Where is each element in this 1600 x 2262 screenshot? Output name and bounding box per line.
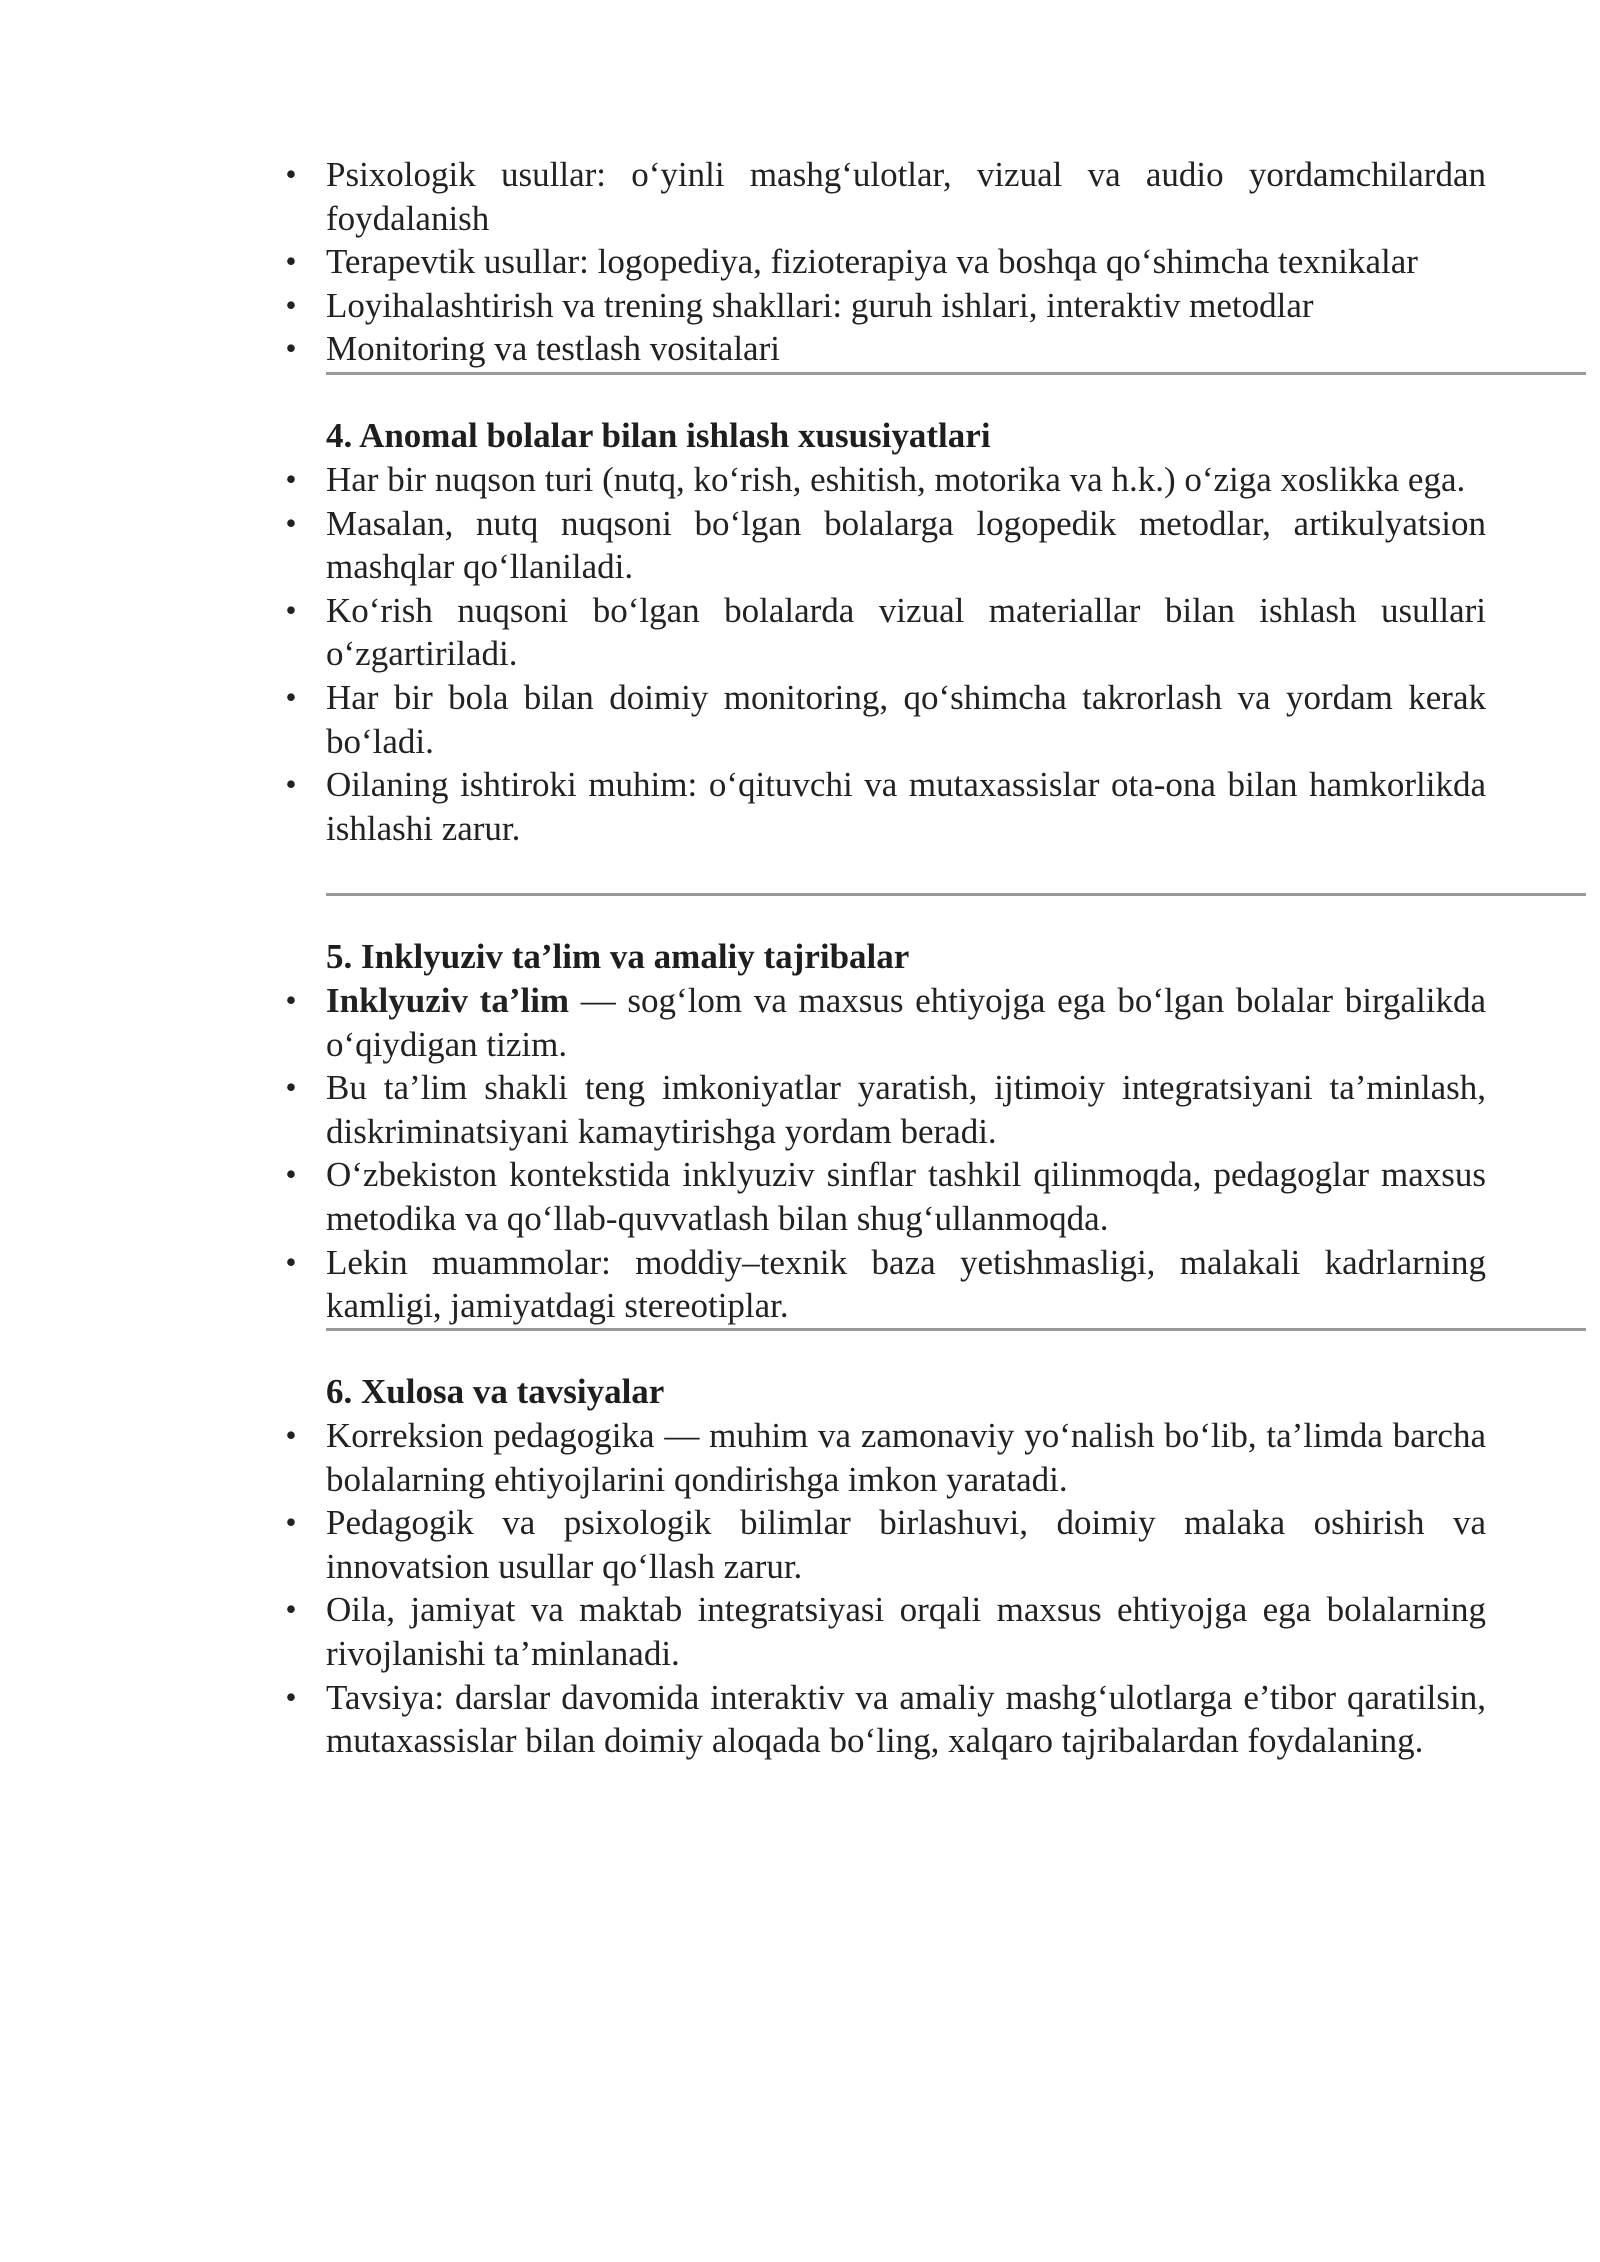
list-item [285,1241,1486,1328]
section-divider [326,372,1586,375]
bullet-icon: • [285,1678,297,1715]
list-item [285,240,1486,284]
bullet-icon: • [285,1591,297,1628]
list-item [285,284,1486,328]
term-bold: Inklyuziv ta’lim [326,981,570,1020]
list-item-text: Oilaning ishtiroki muhim: o‘qituvchi va mutaxassislar ota-ona bilan hamkorlikda ishlashi zarur. [326,765,1486,848]
list-item [285,1676,1486,1763]
list-item [285,327,1486,371]
list-item [285,1588,1486,1675]
list-item [285,676,1486,763]
list-item-text: Bu ta’lim shakli teng imkoniyatlar yaratish, ijtimoiy integratsiyani ta’minlash, diskriminatsiyani kamaytirishga yordam beradi. [326,1068,1486,1151]
bullet-icon: • [285,1417,297,1453]
list-item-text: Har bir bola bilan doimiy monitoring, qo‘shimcha takrorlash va yordam kerak bo‘ladi. [326,677,1486,761]
list-item-text: Korreksion pedagogika — muhim va zamonaviy yo‘nalish bo‘lib, ta’limda barcha bolalarning ehtiyojlarini qondirishga imkon yaratadi. [326,1416,1486,1499]
section-heading: 6. Xulosa va tavsiyalar [326,1372,665,1411]
list-item-text: Ko‘rish nuqsoni bo‘lgan bolalarda vizual materiallar bilan ishlash usullari o‘zgartiriladi. [326,590,1486,674]
bullet-list [285,458,1486,850]
list-item-text: Lekin muammolar: moddiy–texnik baza yetishmasligi, malakali kadrlarning kamligi, jamiyatdagi stereotiplar. [326,1242,1486,1326]
section-divider [326,1328,1586,1331]
list-item [285,979,1487,1066]
list-item [285,1153,1486,1240]
list-item-text: Har bir nuqson turi (nutq, ko‘rish, eshitish, motorika va h.k.) o‘ziga xoslikka ega. [326,460,1466,499]
bullet-list [285,1414,1486,1763]
bullet-icon: • [285,243,297,280]
section-3-list [285,153,1486,371]
bullet-list [285,979,1487,1328]
bullet-icon: • [285,766,297,803]
list-item-text: Tavsiya: darslar davomida interaktiv va amaliy mashg‘ulotlarga e’tibor qaratilsin, mutaxassislar bilan doimiy aloqada bo‘ling, xalqaro tajribalardan foydalaning. [326,1677,1486,1761]
bullet-icon: • [285,1504,297,1541]
section-heading: 4. Anomal bolalar bilan ishlash xususiyatlari [326,416,991,455]
list-item-text: — sog‘lom va maxsus ehtiyojga ega bo‘lgan bolalar birgalikda o‘qiydigan tizim. [326,981,1487,1064]
list-item-text: Pedagogik va psixologik bilimlar birlashuvi, doimiy malaka oshirish va innovatsion usullar qo‘llash zarur. [326,1503,1486,1586]
list-item-text: Monitoring va testlash vositalari [326,329,780,369]
list-item-text: Oila, jamiyat va maktab integratsiyasi orqali maxsus ehtiyojga ega bolalarning rivojlanishi ta’minlanadi. [326,1590,1486,1673]
section-5 [285,935,1487,1328]
list-item-text: O‘zbekiston kontekstida inklyuziv sinflar tashkil qilinmoqda, pedagoglar maxsus metodika va qo‘llab-quvvatlash bilan shug‘ullanmoqda. [326,1155,1486,1238]
bullet-icon: • [285,286,297,323]
bullet-icon: • [285,1243,297,1280]
list-item [285,153,1486,240]
list-item [285,458,1486,502]
bullet-icon: • [285,1069,297,1106]
bullet-icon: • [285,1156,297,1193]
bullet-icon: • [285,461,297,497]
section-4 [285,414,1486,850]
list-item-text: Terapevtik usullar: logopediya, fizioterapiya va boshqa qo‘shimcha texnikalar [326,242,1418,282]
list-item-text: Loyihalashtirish va trening shakllari: guruh ishlari, interaktiv metodlar [326,285,1314,325]
bullet-icon: • [285,156,297,192]
bullet-icon: • [285,504,297,541]
bullet-icon: • [285,678,297,715]
bullet-list [285,153,1486,371]
section-6 [285,1370,1486,1763]
bullet-icon: • [285,591,297,628]
list-item [285,1501,1486,1588]
list-item-text: Psixologik usullar: o‘yinli mashg‘ulotlar, vizual va audio yordamchilardan foydalanish [326,155,1486,238]
bullet-icon: • [285,330,297,367]
section-heading: 5. Inklyuziv ta’lim va amaliy tajribalar [326,937,910,976]
bullet-icon: • [285,982,297,1018]
list-item-text: Masalan, nutq nuqsoni bo‘lgan bolalarga logopedik metodlar, artikulyatsion mashqlar qo‘llaniladi. [326,503,1486,587]
list-item [285,502,1486,589]
section-divider [326,893,1586,896]
list-item [285,589,1486,676]
list-item [285,763,1486,850]
list-item [285,1066,1486,1153]
list-item [285,1414,1486,1501]
